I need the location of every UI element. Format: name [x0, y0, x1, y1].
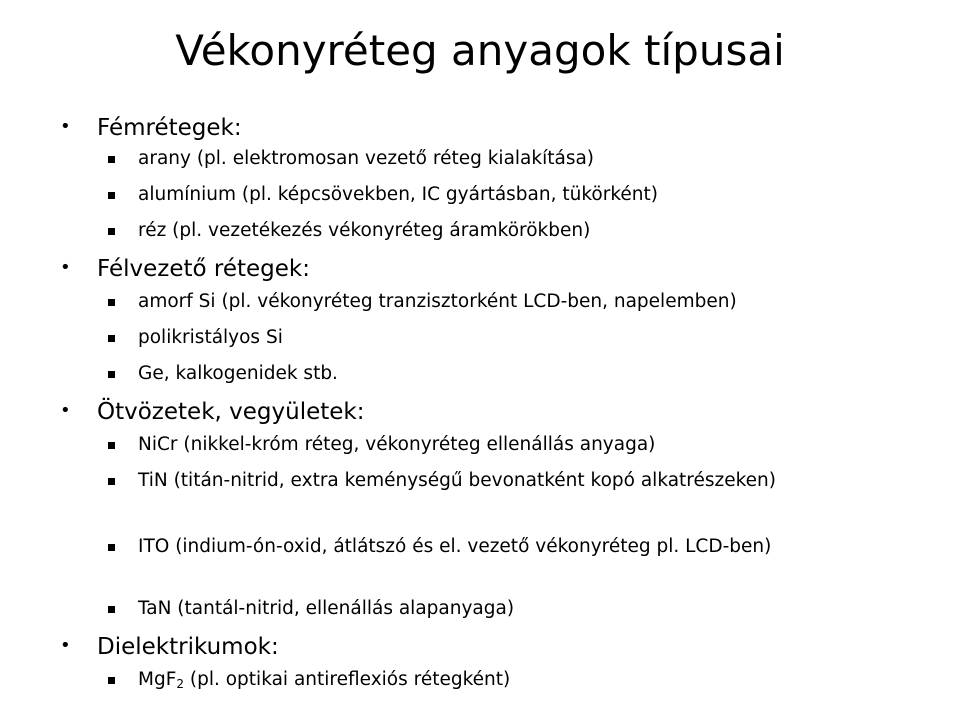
bullet-square [108, 299, 115, 306]
list-item: TiN (titán-nitrid, extra keménységű bevonatként kopó alkatrészeken) [138, 470, 776, 491]
section-heading: Félvezető rétegek: [97, 256, 310, 282]
bullet-dot: • [60, 116, 71, 137]
bullet-dot: • [60, 257, 71, 278]
list-item: Ge, kalkogenidek stb. [138, 363, 338, 384]
bullet-dot: • [60, 635, 71, 656]
list-item: TaN (tantál-nitrid, ellenállás alapanyaga) [138, 598, 515, 619]
section-heading: Ötvözetek, vegyületek: [97, 399, 365, 425]
bullet-square [108, 677, 115, 684]
formula-main: MgF [138, 669, 177, 690]
list-item [138, 667, 928, 697]
section-heading: Fémrétegek: [97, 115, 242, 141]
bullet-square [108, 228, 115, 235]
bullet-square [108, 192, 115, 199]
list-item: réz (pl. vezetékezés vékonyréteg áramkörökben) [138, 220, 591, 241]
slide-title: Vékonyréteg anyagok típusai [175, 26, 785, 75]
section-heading: Dielektrikumok: [97, 634, 279, 660]
formula-rest: (pl. optikai antireflexiós rétegként) [184, 669, 511, 690]
list-item: NiCr (nikkel-króm réteg, vékonyréteg ellenállás anyaga) [138, 434, 656, 455]
list-item: ITO (indium-ón-oxid, átlátszó és el. vezető vékonyréteg pl. LCD-ben) [138, 536, 772, 557]
list-item: arany (pl. elektromosan vezető réteg kialakítása) [138, 148, 595, 169]
bullet-square [108, 478, 115, 485]
bullet-square [108, 544, 115, 551]
list-item: amorf Si (pl. vékonyréteg tranzisztorként LCD-ben, napelemben) [138, 291, 737, 312]
bullet-square [108, 371, 115, 378]
bullet-square [108, 335, 115, 342]
bullet-square [108, 156, 115, 163]
list-item: polikristályos Si [138, 327, 283, 348]
bullet-dot: • [60, 400, 71, 421]
bullet-square [108, 606, 115, 613]
list-item: alumínium (pl. képcsövekben, IC gyártásban, tükörként) [138, 184, 658, 205]
bullet-square [108, 442, 115, 449]
formula-subscript: 2 [176, 677, 184, 691]
